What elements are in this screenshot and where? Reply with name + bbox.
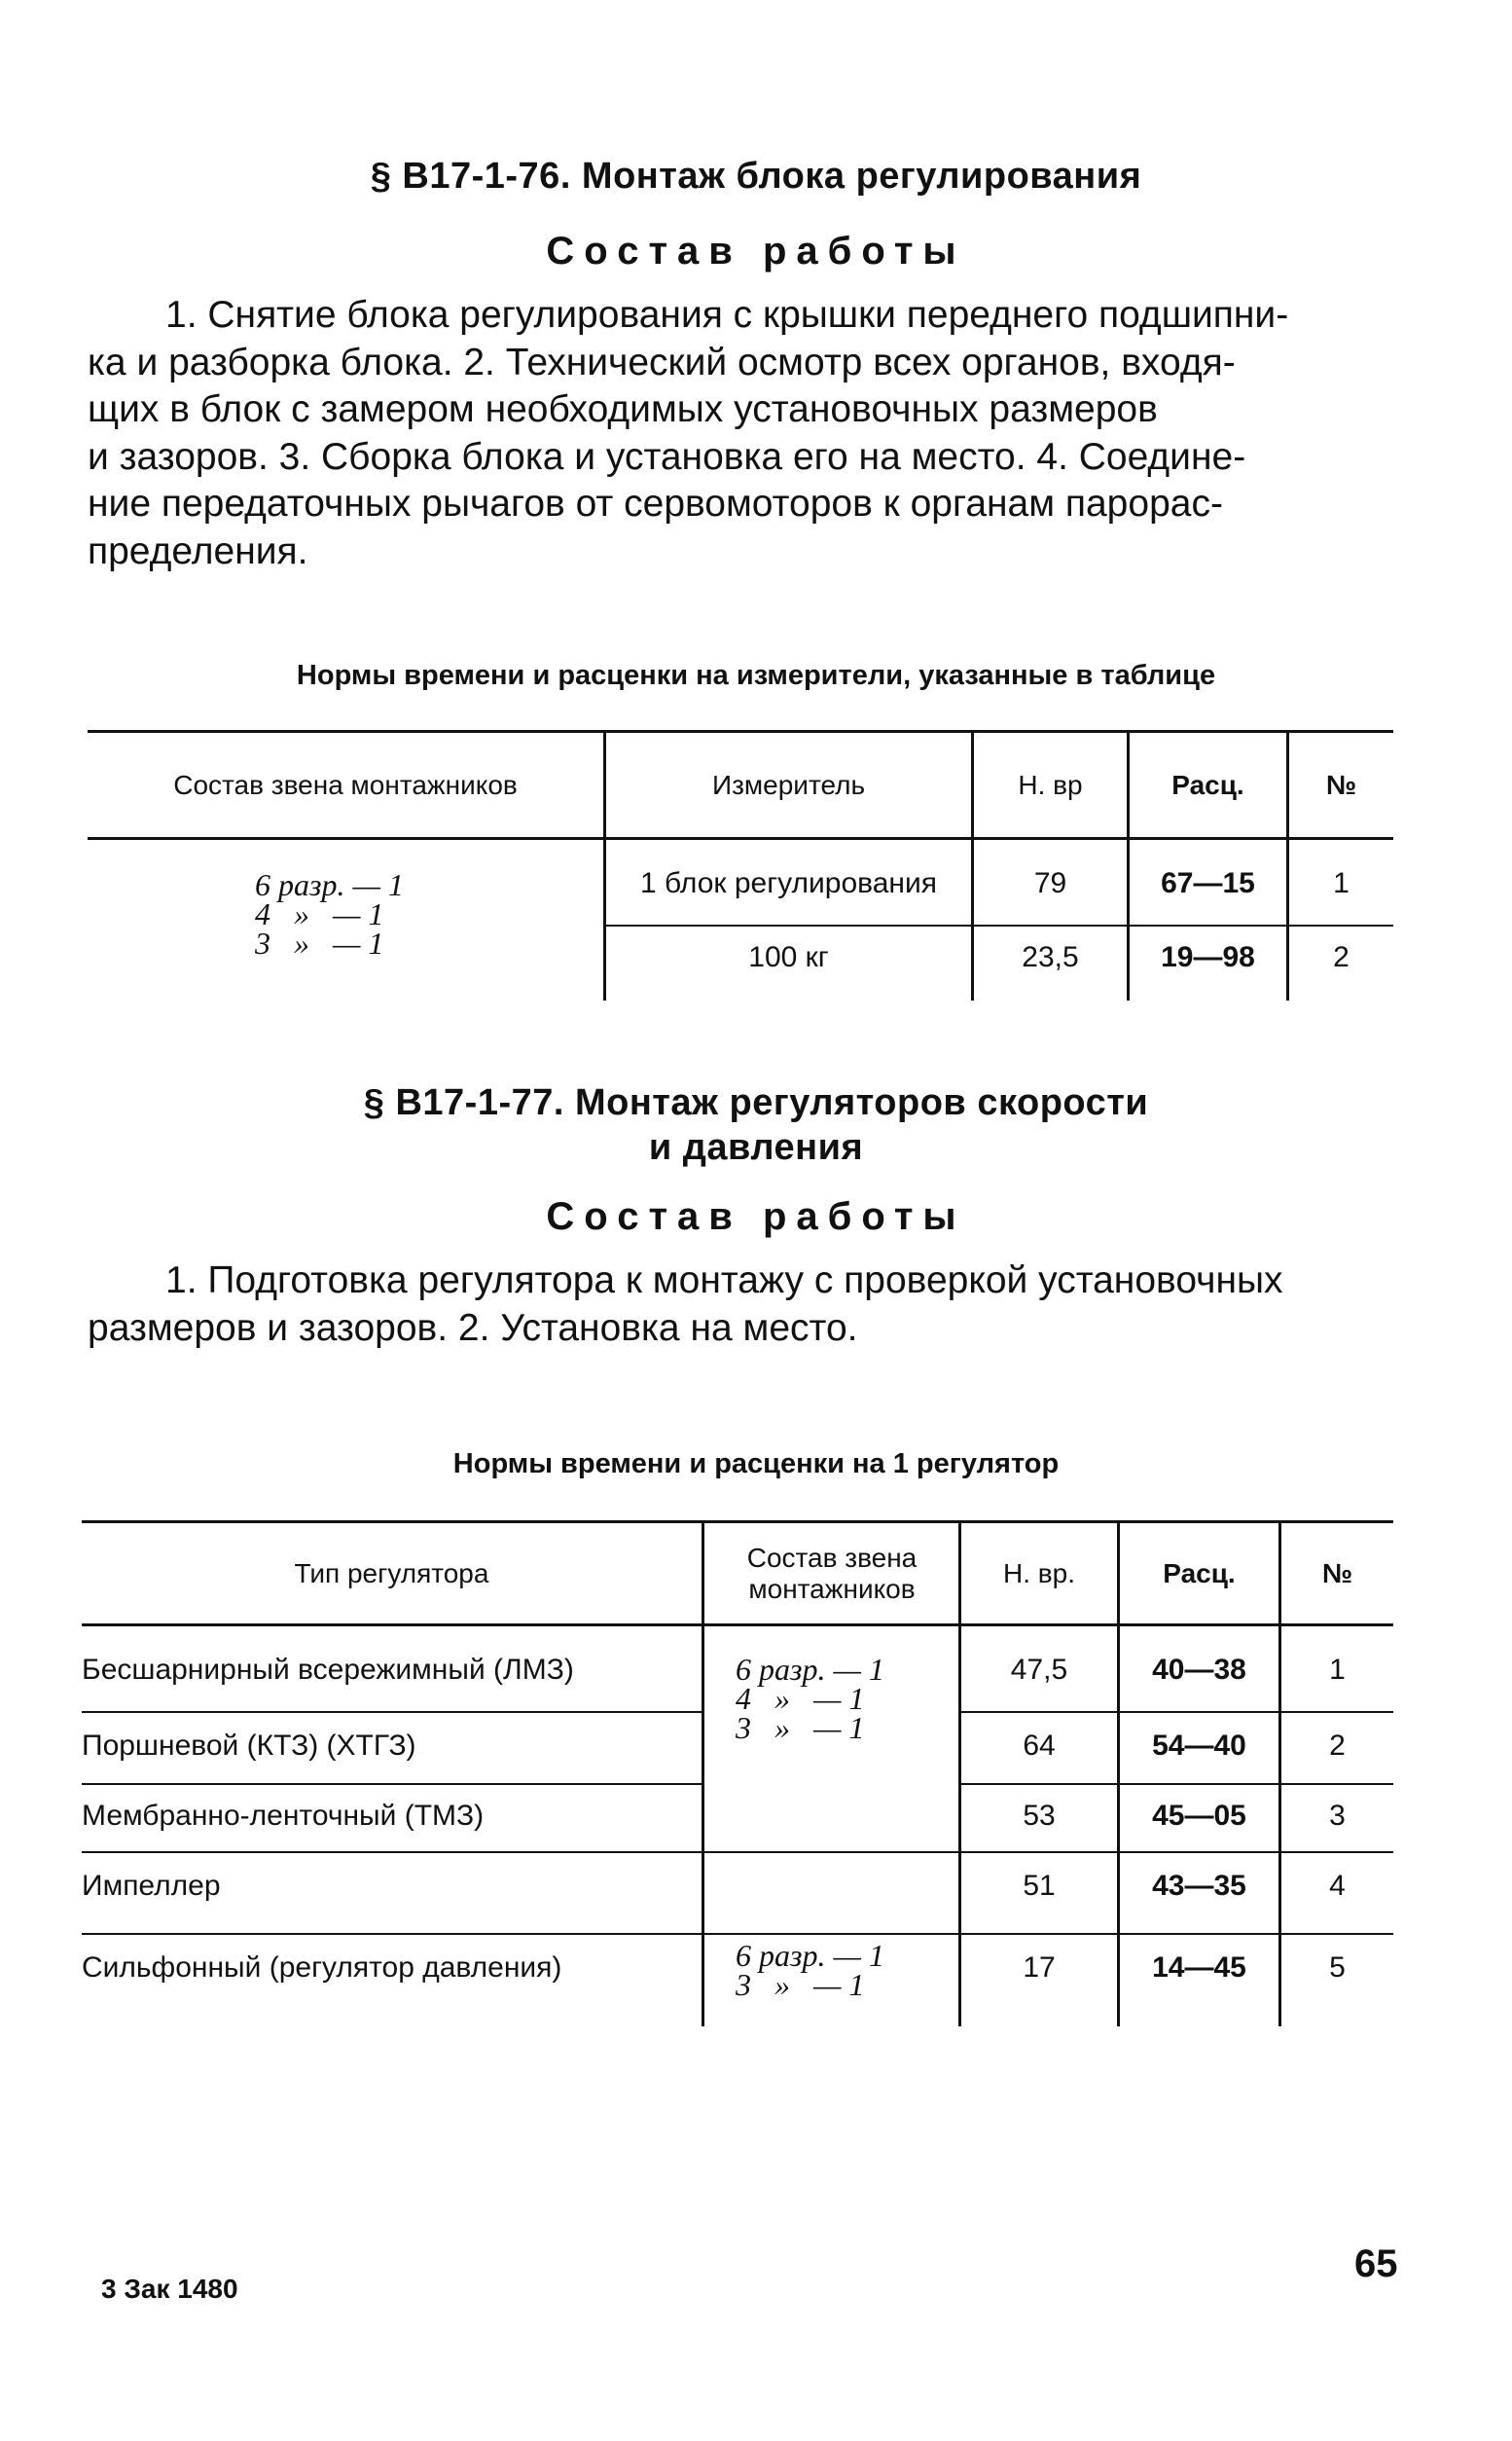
table1-row1-measure: 1 блок регулирования — [640, 867, 937, 899]
table2-row2-rasc: 54—40 — [1152, 1730, 1246, 1762]
para-line: ка и разборка блока. 2. Технический осмотр всех органов, входя- — [88, 341, 1236, 383]
para-line: размеров и зазоров. 2. Установка на место. — [88, 1306, 858, 1349]
para-line: пределения. — [88, 529, 308, 572]
page-number: 65 — [1354, 2242, 1398, 2285]
table1-row2-num: 2 — [1333, 941, 1350, 973]
table1-row1-num: 1 — [1333, 867, 1350, 899]
section2-heading: Состав работы — [546, 1195, 966, 1238]
table2-header-num: № — [1321, 1557, 1353, 1588]
table2-row4-type: Импеллер — [82, 1870, 221, 1902]
table2-row-rule — [82, 1851, 1393, 1853]
table1-header-rasc: Расц. — [1171, 769, 1244, 800]
table1-crew — [255, 867, 404, 961]
table2-header-rule — [82, 1623, 1393, 1626]
crew-line: 4 » — 1 — [255, 896, 384, 931]
table2-row2-nvr: 64 — [1023, 1730, 1056, 1762]
section2-title: § В17-1-77. Монтаж регуляторов скорости — [363, 1082, 1149, 1123]
table2-row1-nvr: 47,5 — [1010, 1654, 1068, 1686]
table2-row2-type: Поршневой (КТЗ) (ХТГЗ) — [82, 1730, 416, 1762]
para-line: 1. Снятие блока регулирования с крышки переднего подшипни- — [165, 294, 1289, 336]
section1-paragraph — [88, 292, 1391, 575]
table2-row3-num: 3 — [1329, 1800, 1346, 1832]
table2-header-nvr: Н. вр. — [1002, 1557, 1075, 1588]
crew-line: 6 разр. — 1 — [255, 867, 404, 902]
crew-line: 4 » — 1 — [736, 1681, 865, 1716]
table2-row3-rasc: 45—05 — [1152, 1800, 1246, 1832]
section1-title: § В17-1-76. Монтаж блока регулирования — [370, 156, 1142, 197]
table2-row5-rasc: 14—45 — [1152, 1951, 1246, 1984]
table2-row2-num: 2 — [1329, 1730, 1346, 1762]
table2-row-rule — [82, 1711, 704, 1713]
table1-header-num: № — [1325, 769, 1357, 800]
crew-line: 3 » — 1 — [736, 1710, 865, 1745]
table2-row4-num: 4 — [1329, 1870, 1346, 1902]
table2-row4-nvr: 51 — [1023, 1870, 1056, 1902]
table2-header-crew: Состав звена монтажников — [746, 1542, 918, 1604]
section2-paragraph — [88, 1257, 1391, 1352]
table2-row-rule — [961, 1783, 1393, 1785]
crew-line: 6 разр. — 1 — [736, 1652, 884, 1687]
crew-line: 6 разр. — 1 — [736, 1938, 884, 1973]
table2-row5-type: Сильфонный (регулятор давления) — [82, 1951, 562, 1984]
crew-line: 3 » — 1 — [255, 926, 384, 961]
table2-header-rasc: Расц. — [1163, 1557, 1236, 1588]
table2-row1-rasc: 40—38 — [1152, 1654, 1246, 1686]
section1-heading: Состав работы — [546, 230, 966, 273]
section2-title-cont: и давления — [648, 1127, 864, 1168]
crew-line: 3 » — 1 — [736, 1967, 865, 2002]
table2-row-rule — [82, 1783, 704, 1785]
table2-row1-num: 1 — [1329, 1654, 1346, 1686]
table2-row3-type: Мембранно-ленточный (ТМЗ) — [82, 1800, 485, 1832]
table1-row2-rasc: 19—98 — [1161, 941, 1255, 973]
para-line: и зазоров. 3. Сборка блока и установка его на место. 4. Соедине- — [88, 435, 1246, 478]
table2-row4-rasc: 43—35 — [1152, 1870, 1246, 1902]
table2-row-rule — [961, 1711, 1393, 1713]
table2-caption: Нормы времени и расценки на 1 регулятор — [452, 1448, 1060, 1479]
table2-col-divider — [702, 1520, 704, 2026]
table1-row1-rasc: 67—15 — [1161, 867, 1255, 899]
para-line: 1. Подготовка регулятора к монтажу с проверкой установочных — [165, 1259, 1283, 1301]
table1-header-crew: Состав звена монтажников — [173, 769, 518, 800]
table2-row3-nvr: 53 — [1023, 1800, 1056, 1832]
table1-caption: Нормы времени и расценки на измерители, указанные в таблице — [296, 660, 1216, 691]
table2-row5-num: 5 — [1329, 1951, 1346, 1984]
table1-row1-nvr: 79 — [1033, 867, 1067, 899]
para-line: ние передаточных рычагов от сервомоторов к органам парорас- — [88, 483, 1223, 525]
table2-header-type: Тип регулятора — [294, 1557, 489, 1588]
table2-row5-nvr: 17 — [1023, 1951, 1056, 1984]
table1-header-measure: Измеритель — [711, 769, 866, 800]
table2-row1-type: Бесшарнирный всережимный (ЛМЗ) — [82, 1654, 574, 1686]
table2-crew-group-a — [736, 1652, 884, 1745]
table1-row2-measure: 100 кг — [748, 941, 829, 973]
table1-header-rule — [88, 837, 1393, 840]
table2-row-rule — [82, 1933, 1393, 1935]
para-line: щих в блок с замером необходимых установочных размеров — [88, 388, 1158, 430]
table1-header-nvr: Н. вр — [1018, 769, 1083, 800]
print-order-mark: 3 Зак 1480 — [101, 2274, 238, 2304]
table1-row2-nvr: 23,5 — [1022, 941, 1079, 973]
table1-row-rule — [606, 925, 1393, 927]
table2-crew-group-b — [736, 1938, 884, 2002]
